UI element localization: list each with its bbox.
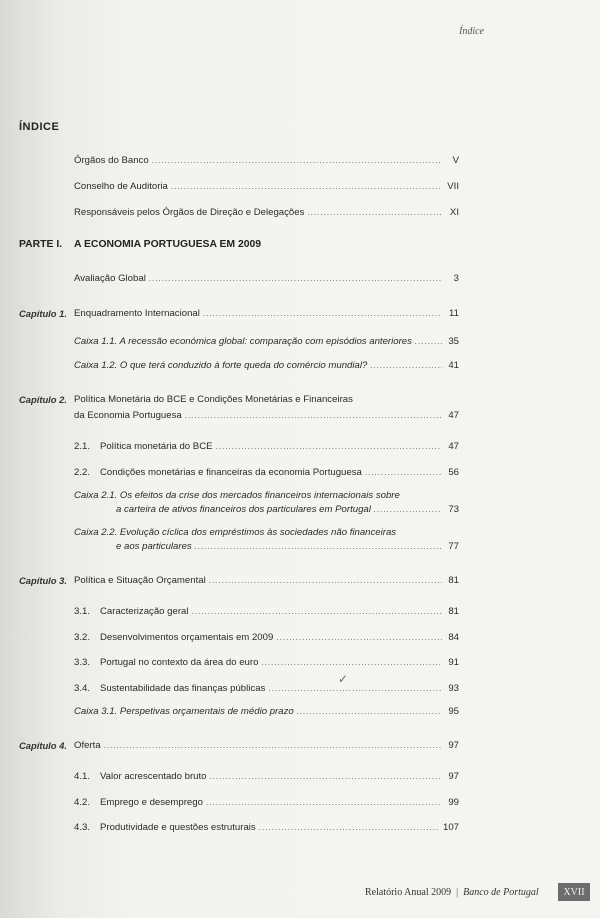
section-number: 4.3.	[74, 822, 91, 833]
toc-chapter[interactable]	[74, 740, 459, 751]
toc-entry-title: Órgãos do Banco	[74, 155, 149, 166]
footer-separator: |	[456, 887, 459, 898]
leader-dots	[259, 823, 440, 832]
toc-chapter[interactable]	[74, 410, 459, 421]
toc-entry-title: da Economia Portuguesa	[74, 410, 182, 421]
toc-entry-title: Responsáveis pelos Órgãos de Direção e Delegações	[74, 207, 305, 218]
leader-dots	[192, 607, 442, 616]
toc-entry-title: Desenvolvimentos orçamentais em 2009	[100, 632, 274, 643]
leader-dots	[268, 684, 442, 693]
section-number: 3.2.	[74, 632, 91, 643]
leader-dots	[216, 442, 442, 451]
toc-entry-title: Conselho de Auditoria	[74, 181, 168, 192]
toc-entry-page: 93	[448, 683, 459, 694]
leader-dots	[261, 658, 442, 667]
leader-dots	[209, 772, 442, 781]
toc-section[interactable]	[74, 683, 459, 694]
leader-dots	[209, 576, 442, 585]
chapter-label: Capítulo 1.	[19, 308, 67, 319]
toc-section[interactable]	[74, 657, 459, 668]
toc-entry-title: Caixa 1.1. A recessão económica global: comparação com episódios anteriores	[74, 336, 412, 347]
toc-section[interactable]	[74, 441, 459, 452]
toc-section[interactable]	[74, 606, 459, 617]
toc-entry[interactable]	[74, 207, 459, 218]
toc-entry-title: Caixa 1.2. O que terá conduzido à forte queda do comércio mundial?	[74, 360, 368, 371]
page-number: XVII	[563, 886, 585, 898]
toc-entry-page: 47	[448, 410, 459, 421]
section-number: 3.4.	[74, 683, 91, 694]
toc-section[interactable]	[74, 771, 459, 782]
toc-entry-title: a carteira de ativos financeiros dos particulares em Portugal	[116, 504, 371, 515]
toc-entry-title: Produtividade e questões estruturais	[100, 822, 256, 833]
toc-entry-title: Caixa 3.1. Perspetivas orçamentais de médio prazo	[74, 706, 294, 717]
section-number: 3.3.	[74, 657, 91, 668]
toc-entry-title: Condições monetárias e financeiras da economia Portuguesa	[100, 467, 362, 478]
toc-entry-page: 73	[448, 504, 459, 515]
page-number-box	[558, 883, 590, 901]
toc-entry-page: 77	[448, 541, 459, 552]
toc-entry-title: Valor acrescentado bruto	[100, 771, 207, 782]
toc-entry-title: Oferta	[74, 740, 101, 751]
toc-entry-title: Caracterização geral	[100, 606, 189, 617]
leader-dots	[370, 361, 442, 370]
toc-entry-page: 99	[448, 797, 459, 808]
toc-entry-page: 56	[448, 467, 459, 478]
section-number: 3.1.	[74, 606, 91, 617]
toc-entry-page: 91	[448, 657, 459, 668]
toc-section[interactable]	[74, 797, 459, 808]
toc-section[interactable]	[74, 632, 459, 643]
toc-entry-title: Enquadramento Internacional	[74, 308, 200, 319]
toc-entry-title: Sustentabilidade das finanças públicas	[100, 683, 266, 694]
toc-entry[interactable]	[74, 181, 459, 192]
toc-entry-page: 81	[448, 606, 459, 617]
toc-entry-page: 97	[448, 740, 459, 751]
section-number: 2.2.	[74, 467, 91, 478]
toc-entry[interactable]	[74, 155, 459, 166]
toc-chapter[interactable]	[74, 575, 459, 586]
chapter-label: Capítulo 4.	[19, 740, 67, 751]
leader-dots	[415, 337, 442, 346]
page-title: ÍNDICE	[19, 121, 60, 133]
toc-entry[interactable]	[74, 273, 459, 284]
page-footer	[365, 887, 539, 898]
toc-entry-page: 3	[453, 273, 459, 284]
leader-dots	[195, 542, 442, 551]
part-title: A ECONOMIA PORTUGUESA EM 2009	[74, 239, 262, 250]
toc-box-entry[interactable]	[116, 541, 459, 552]
section-number: 4.1.	[74, 771, 91, 782]
leader-dots	[104, 741, 442, 750]
toc-chapter[interactable]	[74, 308, 459, 319]
toc-entry-title: Avaliação Global	[74, 273, 146, 284]
toc-box-entry[interactable]	[116, 504, 459, 515]
section-number: 4.2.	[74, 797, 91, 808]
leader-dots	[365, 468, 442, 477]
leader-dots	[152, 156, 442, 165]
toc-entry-page: 35	[448, 336, 459, 347]
toc-entry-page: 47	[448, 441, 459, 452]
toc-box-title-line1[interactable]: Caixa 2.2. Evolução cíclica dos empréstimos às sociedades não financeiras	[74, 527, 397, 538]
leader-dots	[307, 208, 442, 217]
toc-entry-page: 11	[449, 308, 459, 319]
toc-entry-page: XI	[449, 207, 459, 218]
part-label: PARTE I.	[19, 239, 63, 250]
toc-entry-page: 95	[448, 706, 459, 717]
toc-box-entry[interactable]	[74, 706, 459, 717]
toc-entry-page: 81	[448, 575, 459, 586]
leader-dots	[276, 633, 442, 642]
section-number: 2.1.	[74, 441, 91, 452]
chapter-label: Capítulo 3.	[19, 575, 67, 586]
toc-entry-title: Portugal no contexto da área do euro	[100, 657, 259, 668]
handwritten-check-mark: ✓	[338, 672, 349, 686]
toc-entry-page: 97	[448, 771, 459, 782]
leader-dots	[185, 411, 442, 420]
footer-bank-name: Banco de Portugal	[463, 887, 539, 898]
leader-dots	[149, 274, 442, 283]
leader-dots	[203, 309, 442, 318]
toc-box-entry[interactable]	[74, 336, 459, 347]
toc-entry-page: V	[452, 155, 459, 166]
toc-box-entry[interactable]	[74, 360, 459, 371]
toc-entry-title: Política monetária do BCE	[100, 441, 213, 452]
toc-chapter-title-line1[interactable]: Política Monetária do BCE e Condições Monetárias e Financeiras	[74, 394, 353, 405]
leader-dots	[374, 505, 442, 514]
toc-entry-page: 41	[448, 360, 459, 371]
leader-dots	[206, 798, 442, 807]
chapter-label: Capítulo 2.	[19, 394, 67, 405]
leader-dots	[297, 707, 442, 716]
toc-box-title-line1[interactable]: Caixa 2.1. Os efeitos da crise dos mercados financeiros internacionais sobre	[74, 490, 400, 501]
leader-dots	[171, 182, 442, 191]
toc-section[interactable]	[74, 822, 459, 833]
toc-entry-page: 107	[442, 822, 459, 833]
toc-entry-page: 84	[448, 632, 459, 643]
toc-entry-title: Política e Situação Orçamental	[74, 575, 206, 586]
toc-section[interactable]	[74, 467, 459, 478]
running-head: Índice	[459, 26, 484, 37]
toc-entry-title: Emprego e desemprego	[100, 797, 203, 808]
toc-entry-title: e aos particulares	[116, 541, 192, 552]
toc-entry-page: VII	[447, 181, 459, 192]
footer-report-title: Relatório Anual 2009	[365, 887, 452, 898]
